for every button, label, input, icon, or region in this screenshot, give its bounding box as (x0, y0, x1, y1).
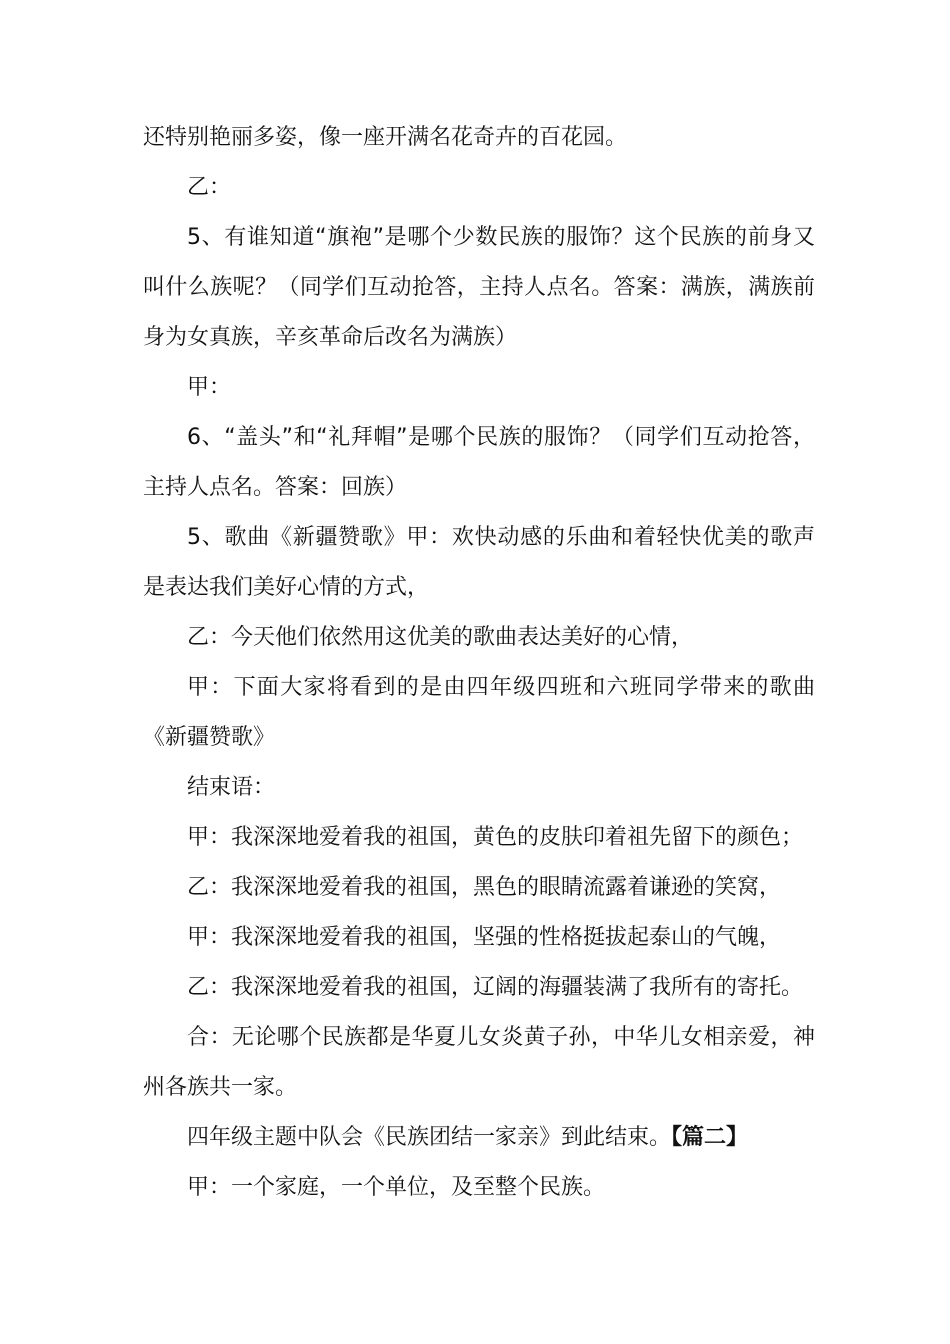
closing-text: 四年级主题中队会《民族团结一家亲》到此结束。 (187, 1125, 672, 1150)
program-paragraph: 5、歌曲《新疆赞歌》甲：欢快动感的乐曲和着轻快优美的歌声是表达我们美好心情的方式， (143, 525, 815, 600)
dialogue-line: 甲：我深深地爱着我的祖国，黄色的皮肤印着祖先留下的颜色； (187, 825, 804, 850)
speaker-line: 乙： (187, 175, 232, 200)
section-marker: 【篇二】 (671, 1125, 749, 1150)
paragraph-continuation: 还特别艳丽多姿，像一座开满名花奇卉的百花园。 (143, 125, 628, 150)
question-paragraph: 5、有谁知道“旗袍”是哪个少数民族的服饰？这个民族的前身又叫什么族呢？（同学们互动抢答，主持人点名。答案：满族，满族前身为女真族，辛亥革命后改名为满族） (143, 225, 815, 350)
dialogue-line: 乙：今天他们依然用这优美的歌曲表达美好的心情， (187, 625, 694, 650)
speaker-line: 甲： (187, 375, 232, 400)
dialogue-line: 甲：我深深地爱着我的祖国，坚强的性格挺拔起泰山的气魄， (187, 925, 782, 950)
section-heading: 结束语： (187, 775, 276, 800)
dialogue-line: 乙：我深深地爱着我的祖国，黑色的眼睛流露着谦逊的笑窝， (187, 875, 782, 900)
dialogue-line: 甲：一个家庭，一个单位，及至整个民族。 (187, 1175, 606, 1200)
closing-paragraph (143, 1113, 815, 1163)
dialogue-line: 合：无论哪个民族都是华夏儿女炎黄子孙，中华儿女相亲爱，神州各族共一家。 (143, 1025, 815, 1100)
document-body (143, 113, 815, 1213)
dialogue-line: 乙：我深深地爱着我的祖国，辽阔的海疆装满了我所有的寄托。 (187, 975, 804, 1000)
question-paragraph: 6、“盖头”和“礼拜帽”是哪个民族的服饰？（同学们互动抢答，主持人点名。答案：回族） (143, 425, 815, 500)
dialogue-line: 甲：下面大家将看到的是由四年级四班和六班同学带来的歌曲《新疆赞歌》 (143, 675, 815, 750)
